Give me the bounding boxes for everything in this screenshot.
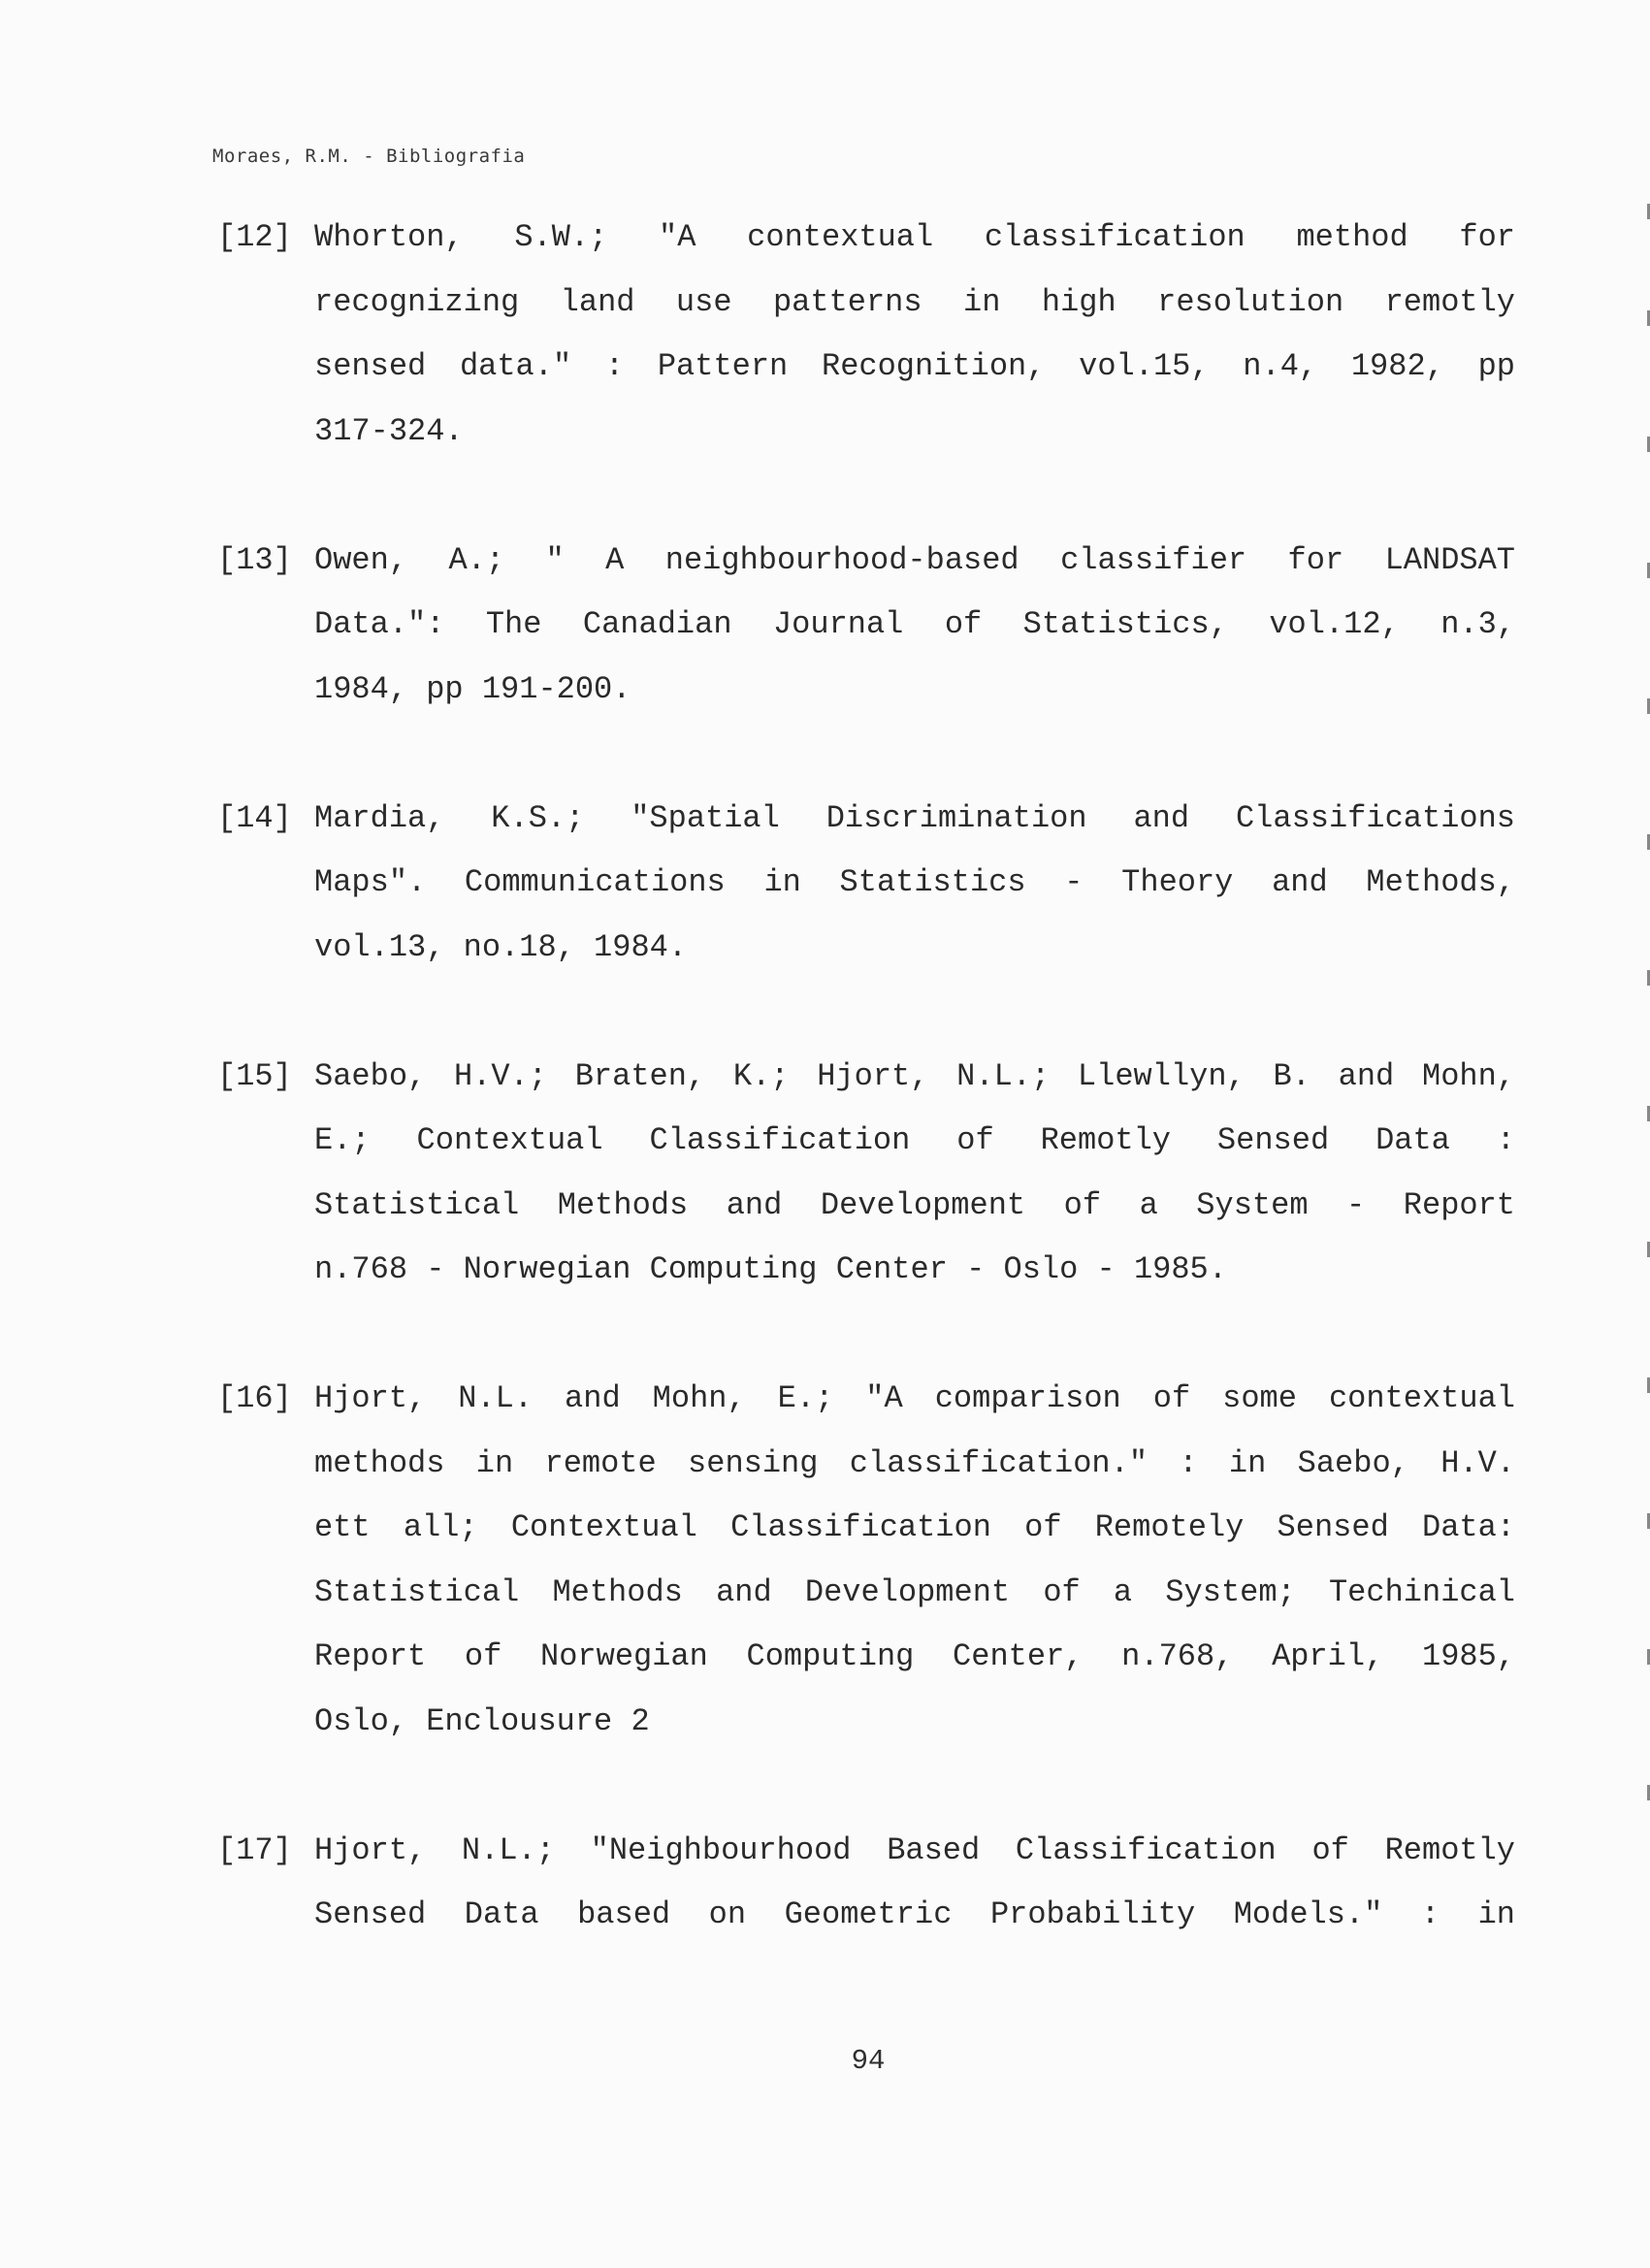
reference-line: Statistical Methods and Development of a System - Report xyxy=(314,1186,1515,1223)
reference-line: Report of Norwegian Computing Center, n.768, April, 1985, xyxy=(314,1638,1515,1674)
reference-line: 317-324. xyxy=(314,412,464,449)
reference-line: sensed data." : Pattern Recognition, vol.15, n.4, 1982, pp xyxy=(314,348,1515,384)
reference-number: [16] xyxy=(217,1380,292,1416)
reference-line: ett all; Contextual Classification of Remotely Sensed Data: xyxy=(314,1509,1515,1545)
reference-line: n.768 - Norwegian Computing Center - Oslo - 1985. xyxy=(314,1251,1227,1287)
reference-line: Mardia, K.S.; "Spatial Discrimination and Classifications xyxy=(314,799,1515,836)
reference-17 xyxy=(217,1825,1515,1954)
reference-number: [15] xyxy=(217,1057,292,1094)
reference-line: recognizing land use patterns in high resolution remotly xyxy=(314,283,1515,320)
reference-12 xyxy=(217,211,1515,470)
reference-line: Whorton, S.W.; "A contextual classification method for xyxy=(314,219,1515,255)
reference-line: Data.": The Canadian Journal of Statistics, vol.12, n.3, xyxy=(314,606,1515,642)
reference-line: Maps". Communications in Statistics - Theory and Methods, xyxy=(314,864,1515,900)
reference-number: [17] xyxy=(217,1831,292,1868)
reference-number: [12] xyxy=(217,219,292,255)
reference-15 xyxy=(217,1051,1515,1309)
page-number: 94 xyxy=(851,2045,886,2077)
reference-line: Hjort, N.L. and Mohn, E.; "A comparison of some contextual xyxy=(314,1380,1515,1416)
reference-line: Sensed Data based on Geometric Probability Models." : in xyxy=(314,1896,1515,1932)
running-head: Moraes, R.M. - Bibliografia xyxy=(212,146,526,167)
reference-line: vol.13, no.18, 1984. xyxy=(314,928,688,965)
reference-line: Saebo, H.V.; Braten, K.; Hjort, N.L.; Llewllyn, B. and Mohn, xyxy=(314,1057,1515,1094)
reference-line: E.; Contextual Classification of Remotly Sensed Data : xyxy=(314,1122,1515,1158)
reference-line: Statistical Methods and Development of a System; Techinical xyxy=(314,1573,1515,1610)
reference-line: methods in remote sensing classification." : in Saebo, H.V. xyxy=(314,1444,1515,1481)
reference-16 xyxy=(217,1373,1515,1760)
reference-line: Owen, A.; " A neighbourhood-based classifier for LANDSAT xyxy=(314,541,1515,578)
reference-number: [14] xyxy=(217,799,292,836)
reference-number: [13] xyxy=(217,541,292,578)
reference-line: Oslo, Enclousure 2 xyxy=(314,1702,650,1739)
reference-14 xyxy=(217,793,1515,987)
reference-line: Hjort, N.L.; "Neighbourhood Based Classification of Remotly xyxy=(314,1831,1515,1868)
scan-edge-marks xyxy=(1646,194,1650,1843)
reference-line: 1984, pp 191-200. xyxy=(314,670,631,707)
reference-13 xyxy=(217,535,1515,729)
bibliography-list xyxy=(217,211,1515,2018)
